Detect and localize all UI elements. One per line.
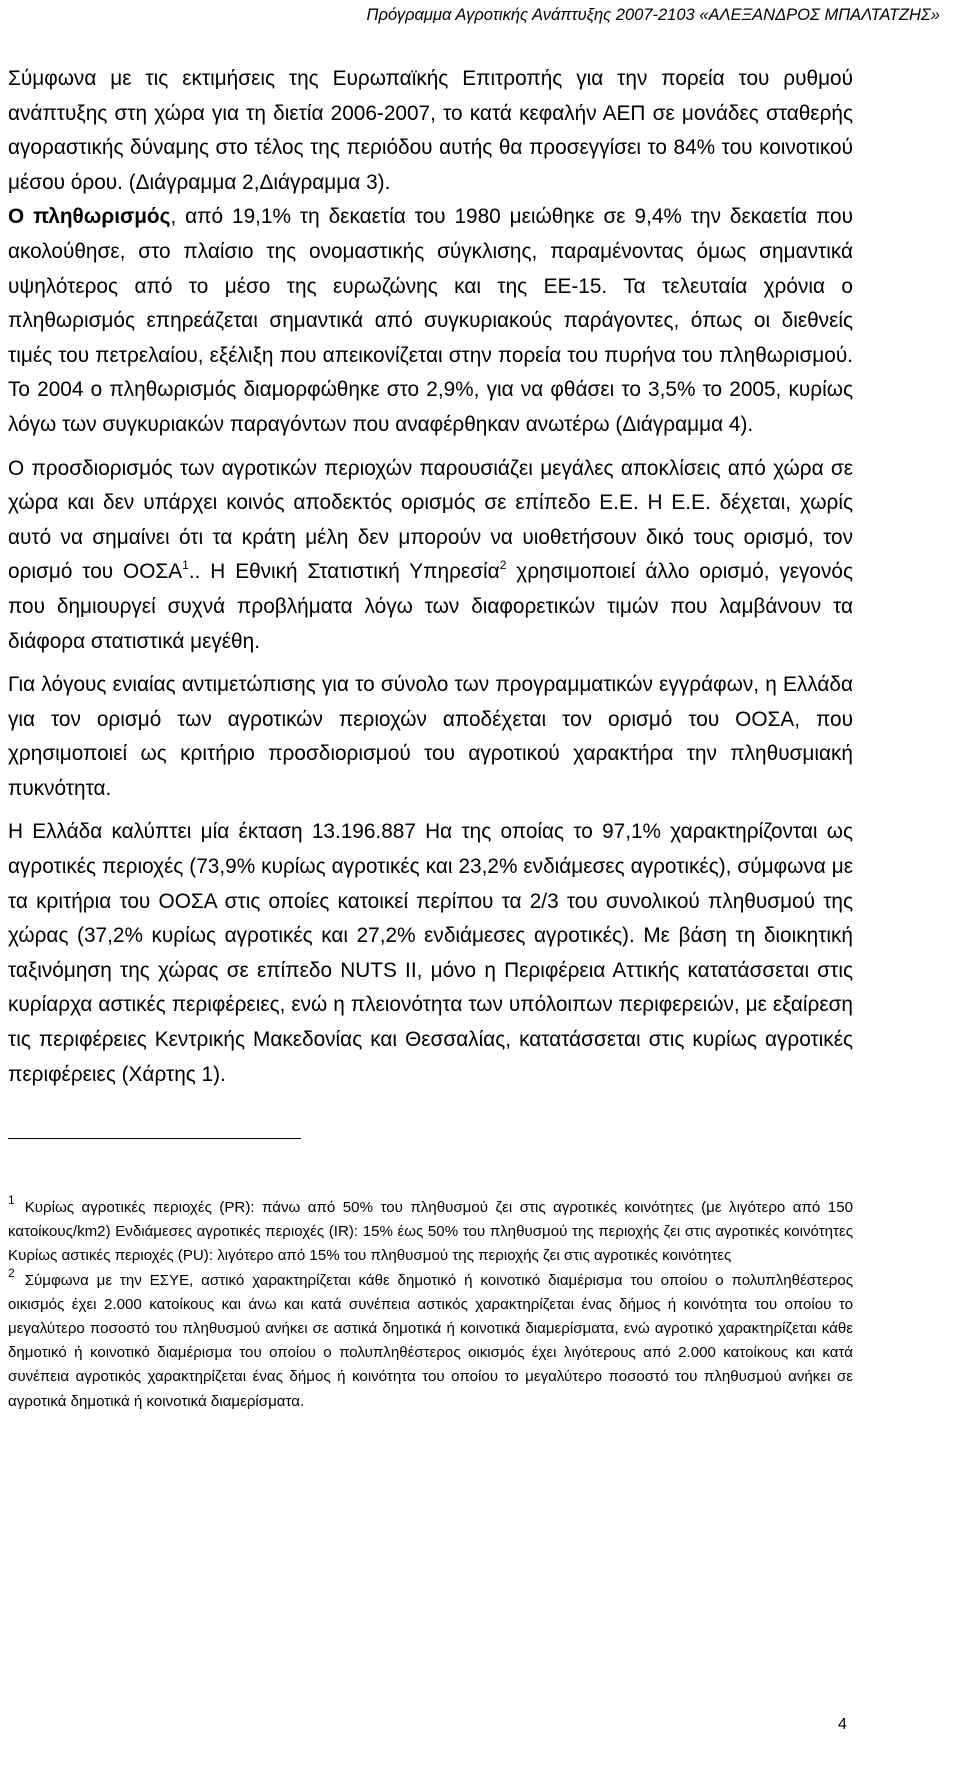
page-number: 4 bbox=[838, 1716, 847, 1733]
paragraph-inflation bbox=[8, 200, 853, 442]
paragraph-area-coverage: Η Ελλάδα καλύπτει μία έκταση 13.196.887 Ηα της οποίας το 97,1% χαρακτηρίζονται ως αγροτικές περιοχές (73,9% κυρίως αγροτικές και 23,2% ενδιάμεσες αγροτικές), σύμφωνα με τα κριτήρια του ΟΟΣΑ στις οποίες κατοικεί περίπου τα 2/3 του συνολικού πληθυσμού της χώρας (37,2% κυρίως αγροτικές και 27,2% ενδιάμεσες αγροτικές). Με βάση τη διοικητική ταξινόμηση της χώρας σε επίπεδο NUTS II, μόνο η Περιφέρεια Αττικής κατατάσσεται στις κυρίαρχα αστικές περιφέρειες, ενώ η πλειονότητα των υπόλοιπων περιφερειών, με εξαίρεση τις περιφέρειες Κεντρικής Μακεδονίας και Θεσσαλίας, κατατάσσεται στις κυρίως αγροτικές περιφέρειες (Χάρτης 1). bbox=[8, 820, 853, 1086]
inflation-text: , από 19,1% τη δεκαετία του 1980 μειώθηκε σε 9,4% την δεκαετία που ακολούθησε, στο πλαίσιο της ονομαστικής σύγκλισης, παραμένοντας όμως σημαντικά υψηλότερος από το μέσο της ευρωζώνης και της ΕΕ-15. Τα τελευταία χρόνια ο πληθωρισμός επηρεάζεται σημαντικά από συγκυριακούς παράγοντες, όπως οι διεθνείς τιμές του πετρελαίου, εξέλιξη που απεικονίζεται στην πορεία του πυρήνα του πληθωρισμού. Το 2004 ο πληθωρισμός διαμορφώθηκε στο 2,9%, για να φθάσει το 3,5% το 2005, κυρίως λόγω των συγκυριακών παραγόντων που αναφέρθηκαν ανωτέρω (Διάγραμμα 4). bbox=[8, 205, 853, 436]
inflation-term: Ο πληθωρισμός bbox=[8, 205, 171, 229]
paragraph-rural-definition bbox=[8, 452, 853, 660]
footnote-text-2: Σύμφωνα με την ΕΣΥΕ, αστικό χαρακτηρίζεται κάθε δημοτικό ή κοινοτικό διαμέρισμα του οποίου ο πολυπληθέστερος οικισμός έχει 2.000 κατοίκους και άνω και κατά συνέπεια αστικός χαρακτηρίζεται ένας δήμος ή κοινότητα του οποίου το μεγαλύτερο ποσοστό του πληθυσμού ανήκει σε αστικά δημοτικά ή κοινοτικά διαμερίσματα, ενώ αγροτικό χαρακτηρίζεται κάθε δημοτικό ή κοινοτικό διαμέρισμα του οποίου ο πολυπληθέστερος οικισμός έχει λιγότερους από 2.000 κατοίκους και κατά συνέπεια αγροτικός χαρακτηρίζεται ένας δήμος ή κοινότητα του οποίου το μεγαλύτερο ποσοστό του πληθυσμού ανήκει σε αγροτικά δημοτικά ή κοινοτικά διαμερίσματα. bbox=[8, 1271, 853, 1410]
footnotes bbox=[8, 1193, 853, 1414]
paragraph-gdp: Σύμφωνα με τις εκτιμήσεις της Ευρωπαϊκής Επιτροπής για την πορεία του ρυθμού ανάπτυξης στη χώρα για τη διετία 2006-2007, το κατά κεφαλήν ΑΕΠ σε μονάδες σταθερής αγοραστικής δύναμης στο τέλος της περιόδου αυτής θα προσεγγίσει το 84% του κοινοτικού μέσου όρου. (Διάγραμμα 2,Διάγραμμα 3). bbox=[8, 67, 853, 194]
footnote-ref-2[interactable]: 2 bbox=[499, 558, 507, 573]
footnote-ref-1[interactable]: 1 bbox=[182, 558, 189, 573]
footnote-2 bbox=[8, 1265, 853, 1414]
running-header: Πρόγραμμα Αγροτικής Ανάπτυξης 2007-2103 «ΑΛΕΞΑΝΔΡΟΣ ΜΠΑΛΤΑΤΖΗΣ» bbox=[366, 6, 940, 24]
rural-definition-text-b: .. Η Εθνική Στατιστική Υπηρεσία bbox=[188, 560, 500, 584]
footnote-marker-1: 1 bbox=[8, 1193, 15, 1207]
footnote-text-1: Κυρίως αγροτικές περιοχές (PR): πάνω από 50% του πληθυσμού ζει στις αγροτικές κοινότητες (με λιγότερο από 150 κατοίκους/km2) Ενδιάμεσες αγροτικές περιοχές (IR): 15% έως 50% του πληθυσμού της περιοχής ζει στις αγροτικές κοινότητες Κυρίως αστικές περιοχές (PU): λιγότερο από 15% του πληθυσμού της περιοχής ζει στις αγροτικές κοινότητες bbox=[8, 1199, 853, 1265]
rural-definition-text-a: Ο προσδιορισμός των αγροτικών περιοχών παρουσιάζει μεγάλες αποκλίσεις από χώρα σε χώρα και δεν υπάρχει κοινός αποδεκτός ορισμός σε επίπεδο Ε.Ε. Η Ε.Ε. δέχεται, χωρίς αυτό να σημαίνει ότι τα κράτη μέλη δεν μπορούν να υιοθετήσουν δικό τους ορισμό, τον ορισμό του ΟΟΣΑ bbox=[8, 456, 853, 584]
footnote-separator bbox=[8, 1138, 301, 1139]
paragraph-oecd-adoption: Για λόγους ενιαίας αντιμετώπισης για το σύνολο των προγραμματικών εγγράφων, η Ελλάδα για τον ορισμό των αγροτικών περιοχών αποδέχεται τον ορισμό του ΟΟΣΑ, που χρησιμοποιεί ως κριτήριο προσδιορισμού του αγροτικού χαρακτήρα την πληθυσμιακή πυκνότητα. bbox=[8, 673, 853, 800]
main-text bbox=[8, 62, 853, 1092]
footnote-1 bbox=[8, 1193, 853, 1269]
rural-definition-text-c: χρησιμοποιεί άλλο ορισμό, γεγονός που δημιουργεί συχνά προβλήματα λόγω των διαφορετικών τιμών που λαμβάνουν τα διάφορα στατιστικά μεγέθη. bbox=[8, 560, 853, 653]
footnote-marker-2: 2 bbox=[8, 1265, 15, 1280]
